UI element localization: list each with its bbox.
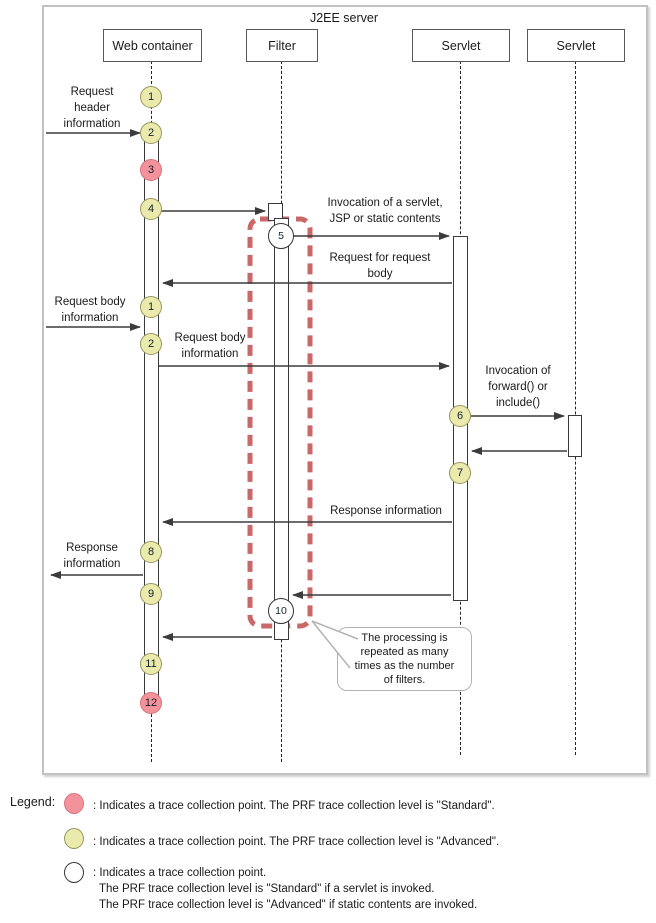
trace-point-12: 12: [140, 692, 162, 714]
trace-point-1b: 1: [140, 296, 162, 318]
trace-point-5: 5: [268, 223, 294, 249]
trace-point-7: 7: [449, 462, 471, 484]
trace-point-6: 6: [449, 405, 471, 427]
trace-point-10: 10: [268, 598, 294, 624]
label-request-body-left: Request body information: [54, 296, 126, 324]
label-request-for-body: Request for request body: [329, 252, 431, 280]
lifeline-head-web-container: Web container: [103, 29, 202, 62]
label-response-left: Response information: [63, 542, 121, 570]
callout-tail: [312, 621, 358, 668]
legend-text-standard: : Indicates a trace collection point. The PRF trace collection level is "Standard".: [93, 800, 495, 812]
trace-point-4: 4: [140, 198, 162, 220]
lifeline-head-servlet-2: Servlet: [527, 29, 625, 62]
label-invocation-servlet: Invocation of a servlet, JSP or static contents: [327, 197, 443, 225]
diagram-title: J2EE server: [309, 11, 379, 25]
trace-point-1: 1: [140, 86, 162, 108]
trace-point-9: 9: [140, 583, 162, 605]
label-request-header: Request header information: [63, 86, 121, 130]
legend-text-advanced: : Indicates a trace collection point. The PRF trace collection level is "Advanced".: [93, 836, 500, 848]
legend-text-open: : Indicates a trace collection point. The PRF trace collection level is "Standard" if a servlet is invoked. The PRF trace collection level is "Advanced" if static contents are invoked.: [93, 867, 478, 911]
callout-filter-repetition: The processing is repeated as many times as the number of filters.: [337, 627, 472, 691]
lifeline-head-servlet-1: Servlet: [412, 29, 510, 62]
trace-point-2b: 2: [140, 333, 162, 355]
label-invocation-forward: Invocation of forward() or include(): [485, 365, 551, 409]
trace-point-8: 8: [140, 541, 162, 563]
trace-point-3: 3: [140, 159, 162, 181]
lifeline-head-filter: Filter: [246, 29, 318, 62]
legend-heading: Legend:: [10, 795, 56, 809]
label-request-body-mid: Request body information: [174, 332, 246, 360]
trace-point-11: 11: [140, 653, 162, 675]
label-response-right: Response information: [330, 505, 442, 517]
trace-point-2: 2: [140, 122, 162, 144]
